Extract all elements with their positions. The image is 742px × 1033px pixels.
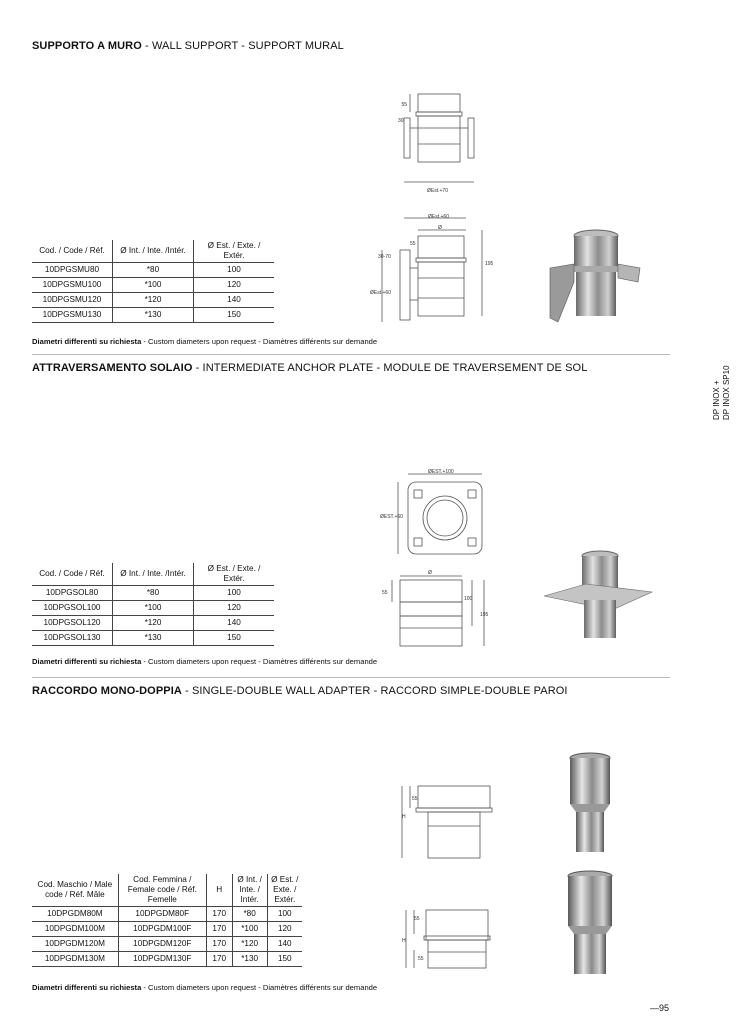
col-header-male-code: Cod. Maschio / Male code / Réf. Mâle <box>32 874 118 907</box>
section-title-wall-support: SUPPORTO A MURO - WALL SUPPORT - SUPPORT MURAL <box>32 40 344 52</box>
svg-text:100: 100 <box>464 596 473 602</box>
side-label: DP INOX + DP INOX SP10 <box>712 365 731 420</box>
table-row: 10DPGSMU80 *80 100 <box>32 263 274 278</box>
svg-text:ØEst.+60: ØEst.+60 <box>428 214 449 220</box>
anchor-plate-top-drawing <box>378 466 498 562</box>
svg-text:195: 195 <box>480 612 489 618</box>
table-row: 10DPGSOL80 *80 100 <box>32 586 274 601</box>
col-header-ext-diameter: Ø Est. / Exte. / Extér. <box>267 874 302 907</box>
wall-support-table <box>32 240 274 323</box>
col-header-ext-diameter: Ø Est. / Exte. / Extér. <box>194 240 275 263</box>
col-header-female-code: Cod. Femmina / Female code / Réf. Femelle <box>118 874 206 907</box>
col-header-ext-diameter: Ø Est. / Exte. / Extér. <box>194 563 275 586</box>
table-row: 10DPGSMU130 *130 150 <box>32 308 274 323</box>
table-row: 10DPGSOL100 *100 120 <box>32 601 274 616</box>
wall-support-product-photo <box>544 222 644 328</box>
svg-text:30: 30 <box>398 118 404 124</box>
male-adapter-drawing <box>390 778 500 862</box>
col-header-h: H <box>206 874 232 907</box>
col-header-int-diameter: Ø Int. / Inte. /Intér. <box>113 563 194 586</box>
section-title-anchor-plate: ATTRAVERSAMENTO SOLAIO - INTERMEDIATE ANCHOR PLATE - MODULE DE TRAVERSEMENT DE SOL <box>32 362 588 374</box>
svg-text:195: 195 <box>485 261 494 267</box>
table-row: 10DPGSOL130 *130 150 <box>32 631 274 646</box>
svg-text:H: H <box>402 814 406 820</box>
svg-text:Ø: Ø <box>438 225 442 231</box>
wall-support-front-drawing <box>380 88 500 198</box>
wall-support-side-drawing <box>370 210 500 328</box>
section-divider <box>32 354 670 355</box>
section-title-wall-adapter: RACCORDO MONO-DOPPIA - SINGLE-DOUBLE WALL ADAPTER - RACCORD SIMPLE-DOUBLE PAROI <box>32 685 568 697</box>
female-adapter-drawing <box>396 902 500 976</box>
svg-text:55: 55 <box>401 102 407 108</box>
col-header-int-diameter: Ø Int. / Inte. / Intér. <box>232 874 267 907</box>
svg-text:Ø: Ø <box>428 570 432 576</box>
table-row: 10DPGSMU120 *120 140 <box>32 293 274 308</box>
anchor-plate-side-drawing <box>378 566 498 662</box>
page-number: —95 <box>650 1003 670 1013</box>
svg-text:ØEst.+60: ØEst.+60 <box>370 290 391 296</box>
section-divider <box>32 677 670 678</box>
table-row: 10DPGDM120M 10DPGDM120F 170 *120 140 <box>32 937 302 952</box>
svg-text:55: 55 <box>412 796 418 802</box>
svg-text:55: 55 <box>382 590 388 596</box>
table-row: 10DPGDM80M 10DPGDM80F 170 *80 100 <box>32 907 302 922</box>
anchor-plate-product-photo <box>540 546 660 642</box>
svg-text:30-70: 30-70 <box>378 254 391 260</box>
female-adapter-product-photo <box>560 868 620 978</box>
svg-text:55: 55 <box>414 916 420 922</box>
table-row: 10DPGDM130M 10DPGDM130F 170 *130 150 <box>32 952 302 967</box>
col-header-code: Cod. / Code / Réf. <box>32 240 113 263</box>
svg-text:ØEST.+60: ØEST.+60 <box>380 514 403 520</box>
svg-text:55: 55 <box>410 241 416 247</box>
wall-adapter-table <box>32 874 302 967</box>
svg-text:ØEst.+70: ØEst.+70 <box>427 188 448 194</box>
col-header-int-diameter: Ø Int. / Inte. /Intér. <box>113 240 194 263</box>
custom-diameter-note: Diametri differenti su richiesta - Custom diameters upon request - Diamètres différents sur demande <box>32 983 378 992</box>
svg-text:ØEST.+100: ØEST.+100 <box>428 469 454 475</box>
svg-text:55: 55 <box>418 956 424 962</box>
col-header-code: Cod. / Code / Réf. <box>32 563 113 586</box>
table-row: 10DPGDM100M 10DPGDM100F 170 *100 120 <box>32 922 302 937</box>
male-adapter-product-photo <box>560 750 620 858</box>
table-row: 10DPGSMU100 *100 120 <box>32 278 274 293</box>
anchor-plate-table <box>32 563 274 646</box>
custom-diameter-note: Diametri differenti su richiesta - Custom diameters upon request - Diamètres différents sur demande <box>32 337 378 346</box>
svg-text:H: H <box>402 938 406 944</box>
table-row: 10DPGSOL120 *120 140 <box>32 616 274 631</box>
custom-diameter-note: Diametri differenti su richiesta - Custom diameters upon request - Diamètres différents sur demande <box>32 657 378 666</box>
